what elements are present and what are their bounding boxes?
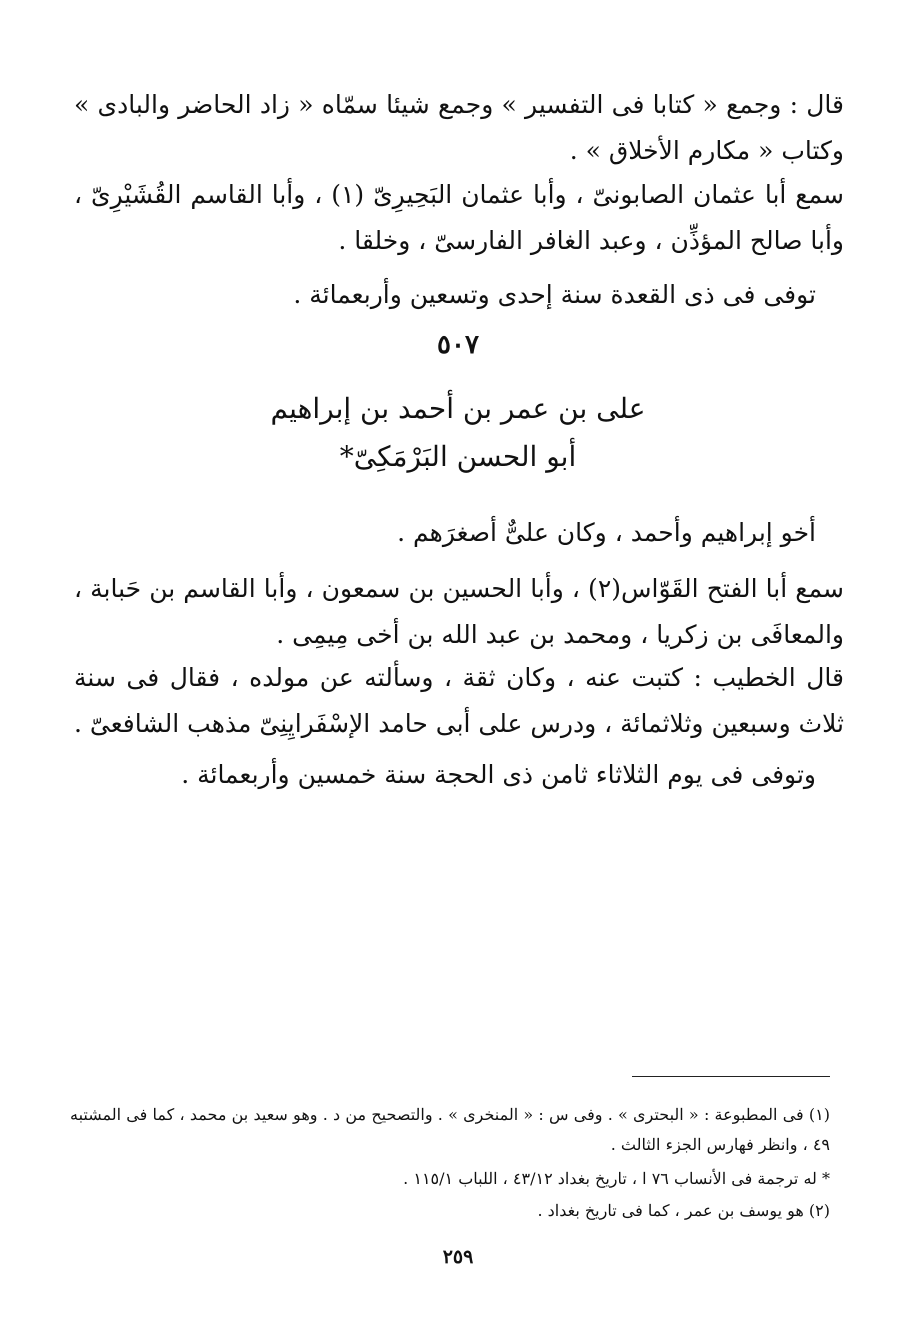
entry-kunya: أبو الحسن البَرْمَكِىّ*	[339, 440, 577, 473]
footnote-2: (٢) هو يوسف بن عمر ، كما فى تاريخ بغداد .	[537, 1201, 830, 1220]
footnote-divider	[632, 1076, 830, 1077]
entry-paragraph-khatib: قال الخطيب : كتبت عنه ، وكان ثقة ، وسألته عن مولده ، فقال فى سنة ثلاث وسبعين وثلاثمائة ، ودرس على أبى حامد الإسْفَرايِنِىّ مذهب الشافعىّ .	[74, 663, 844, 738]
paragraph-teachers: سمع أبا عثمان الصابونىّ ، وأبا عثمان البَحِيرِىّ (١) ، وأبا القاسم القُشَيْرِىّ ، وأبا صالح المؤذِّن ، وعبد الغافر الفارسىّ ، وخلقا .	[74, 180, 844, 255]
entry-name: على بن عمر بن أحمد بن إبراهيم	[270, 392, 646, 425]
page-number: ٢٥٩	[442, 1246, 474, 1268]
footnote-star: * له ترجمة فى الأنساب ٧٦ ا ، تاريخ بغداد ٤٣/١٢ ، اللباب ١١٥/١ .	[403, 1169, 830, 1188]
footnote-1: (١) فى المطبوعة : « البحترى » . وفى س : « المنخرى » . والتصحيح من د . وهو سعيد بن محمد ، كما فى المشتبه ٤٩ ، وانظر فهارس الجزء الثالث .	[70, 1105, 830, 1154]
paragraph-works: قال : وجمع « كتابا فى التفسير » وجمع شيئا سمّاه « زاد الحاضر والبادى » وكتاب « مكارم الأخلاق » .	[74, 90, 844, 165]
entry-paragraph-family: أخو إبراهيم وأحمد ، وكان علىٌّ أصغرَهم .	[397, 518, 816, 547]
entry-number: ٥٠٧	[437, 330, 479, 360]
paragraph-death: توفى فى ذى القعدة سنة إحدى وتسعين وأربعمائة .	[293, 280, 816, 309]
entry-paragraph-teachers: سمع أبا الفتح القَوّاس(٢) ، وأبا الحسين بن سمعون ، وأبا القاسم بن حَبابة ، والمعافَى بن زكريا ، ومحمد بن عبد الله بن أخى مِيمِى .	[74, 574, 844, 649]
entry-paragraph-death: وتوفى فى يوم الثلاثاء ثامن ذى الحجة سنة خمسين وأربعمائة .	[181, 760, 816, 789]
